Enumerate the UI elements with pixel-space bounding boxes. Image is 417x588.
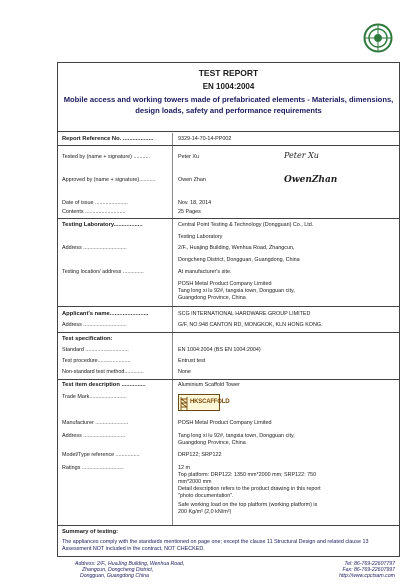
divider: [58, 145, 399, 146]
footer-fax: Fax: 86-769-22607997: [342, 567, 395, 574]
footer-web-link[interactable]: http://www.cpctsam.com: [339, 573, 395, 580]
applicant-value: SCG INTERNATIONAL HARDWARE GROUP LIMITED: [178, 311, 311, 317]
tested-by-label: Tested by (name + signature) ...........: [62, 154, 150, 160]
approved-by-label: Approved by (name + signature)...........: [62, 177, 156, 183]
manufacturer-label: Manufacturer ......................: [62, 420, 129, 426]
report-ref-label: Report Reference No. ...................: [62, 136, 154, 142]
contents-label: Contents ...........................: [62, 209, 126, 215]
footer-address-line-3: Dongguan, Guangdong China: [80, 573, 149, 580]
report-title: TEST REPORT: [198, 68, 259, 78]
scaffold-icon: [179, 395, 190, 412]
ratings-line-6: Safe working load on the top platform (working platform) is: [178, 502, 318, 508]
location-1: At manufacturer's site.: [178, 269, 232, 275]
approved-by-value: Owen Zhan: [178, 177, 206, 183]
lab-address-label: Address .............................: [62, 245, 127, 251]
model-label: Model/Type reference ................: [62, 452, 140, 458]
divider: [58, 379, 399, 380]
procedure-value: Entrust test: [178, 358, 206, 364]
item-address-1: Tang long xi lu 92#, tangxia town, Dongguan city,: [178, 433, 295, 439]
footer-address-line-2: Zhangcun, Dongcheng District,: [82, 567, 154, 574]
ratings-line-1: 12 m: [178, 465, 190, 471]
divider: [58, 306, 399, 307]
lab-address-2: Dongcheng District, Dongguan, Guangdong, China: [178, 257, 300, 263]
nonstd-value: None: [178, 369, 191, 375]
manufacturer-value: POSH Metal Product Company Limited: [178, 420, 272, 426]
report-standard: EN 1004:2004: [202, 82, 255, 91]
location-label: Testing location/ address ..............: [62, 269, 144, 275]
applicant-address-value: G/F, NO.948 CANTON RD, MONGKOK, KLN HONG KONG.: [178, 322, 323, 328]
company-logo-icon: [363, 23, 393, 53]
location-3: Tang long xi lu 92#, tangxia town, Dongguan city,: [178, 288, 295, 294]
report-frame: [57, 62, 400, 557]
footer-address: [75, 561, 184, 580]
applicant-address-label: Address .............................: [62, 322, 127, 328]
location-2: POSH Metal Product Company Limited: [178, 281, 272, 287]
trademark-logo: [178, 394, 230, 411]
spec-label: Test specification:: [62, 336, 113, 342]
trademark-label: Trade Mark.........................: [62, 394, 127, 400]
standard-label: Standard .............................: [62, 347, 129, 353]
tester-signature: Peter Xu: [284, 151, 319, 160]
label-value-divider: [172, 133, 173, 525]
item-address-label: Address ............................: [62, 433, 126, 439]
divider: [58, 332, 399, 333]
footer-contact: [339, 561, 395, 580]
summary-body: The appliances comply with the standards mentioned on page one; except the clause 11 Structural Design and related clause 13 Assessment NOT included in the contract, NOT CHECKED.: [62, 539, 369, 552]
report-header: [58, 63, 399, 132]
lab-value-2: Testing Laboratory: [178, 234, 223, 240]
location-4: Guangdong Province, China: [178, 295, 246, 301]
report-ref-value: 9329-14-70-14-PP002: [178, 136, 232, 142]
ratings-label: Ratings ............................: [62, 465, 124, 471]
summary-section: [58, 525, 399, 558]
lab-value: Central Point Testing & Technology (Dongguan) Co., Ltd.: [178, 222, 314, 228]
trademark-text: HKSCAFFOLD: [190, 399, 230, 405]
tested-by-value: Peter Xu: [178, 154, 199, 160]
item-value: Aluminium Scaffold Tower: [178, 382, 240, 388]
applicant-label: Applicant's name........................: [62, 311, 149, 317]
ratings-line-5: "photo documentation".: [178, 493, 234, 499]
lab-label: Testing Laboratory..................: [62, 222, 143, 228]
footer-address-line-1: Address: 2/F., HuaJing Building, Wenhua Road,: [75, 561, 185, 567]
date-label: Date of issue ......................: [62, 200, 128, 206]
contents-value: 25 Pages: [178, 209, 201, 215]
report-description: Mobile access and working towers made of prefabricated elements - Materials, dimensions, design loads, safety and performance requirements: [63, 95, 394, 115]
date-value: Nov. 18, 2014: [178, 200, 212, 206]
approver-signature: OwenZhan: [284, 175, 338, 185]
model-value: DRP122; SRP122: [178, 452, 222, 458]
ratings-line-7: 200 Kg/m² (2,0 kN/m²): [178, 509, 232, 515]
lab-address-1: 2/F., Huajing Building, Wenhua Road, Zhangcun,: [178, 245, 295, 251]
ratings-line-2: Top platform: DRP122: 1350 mm*2000 mm; SRP122: 750: [178, 472, 317, 478]
item-address-2: Guangdong Province, China: [178, 440, 246, 446]
ratings-line-4: Detail description refers to the product drawing in this report: [178, 486, 321, 492]
summary-title: Summary of testing:: [62, 529, 119, 535]
item-label: Test item description ...............: [62, 382, 146, 388]
divider: [58, 218, 399, 219]
ratings-line-3: mm*2000 mm: [178, 479, 212, 485]
standard-value: EN 1004:2004 (BS EN 1004:2004): [178, 347, 261, 353]
nonstd-label: Non-standard test method.............: [62, 369, 144, 375]
procedure-label: Test procedure......................: [62, 358, 131, 364]
footer-tel: Tel: 86-769-22607797: [344, 561, 395, 567]
